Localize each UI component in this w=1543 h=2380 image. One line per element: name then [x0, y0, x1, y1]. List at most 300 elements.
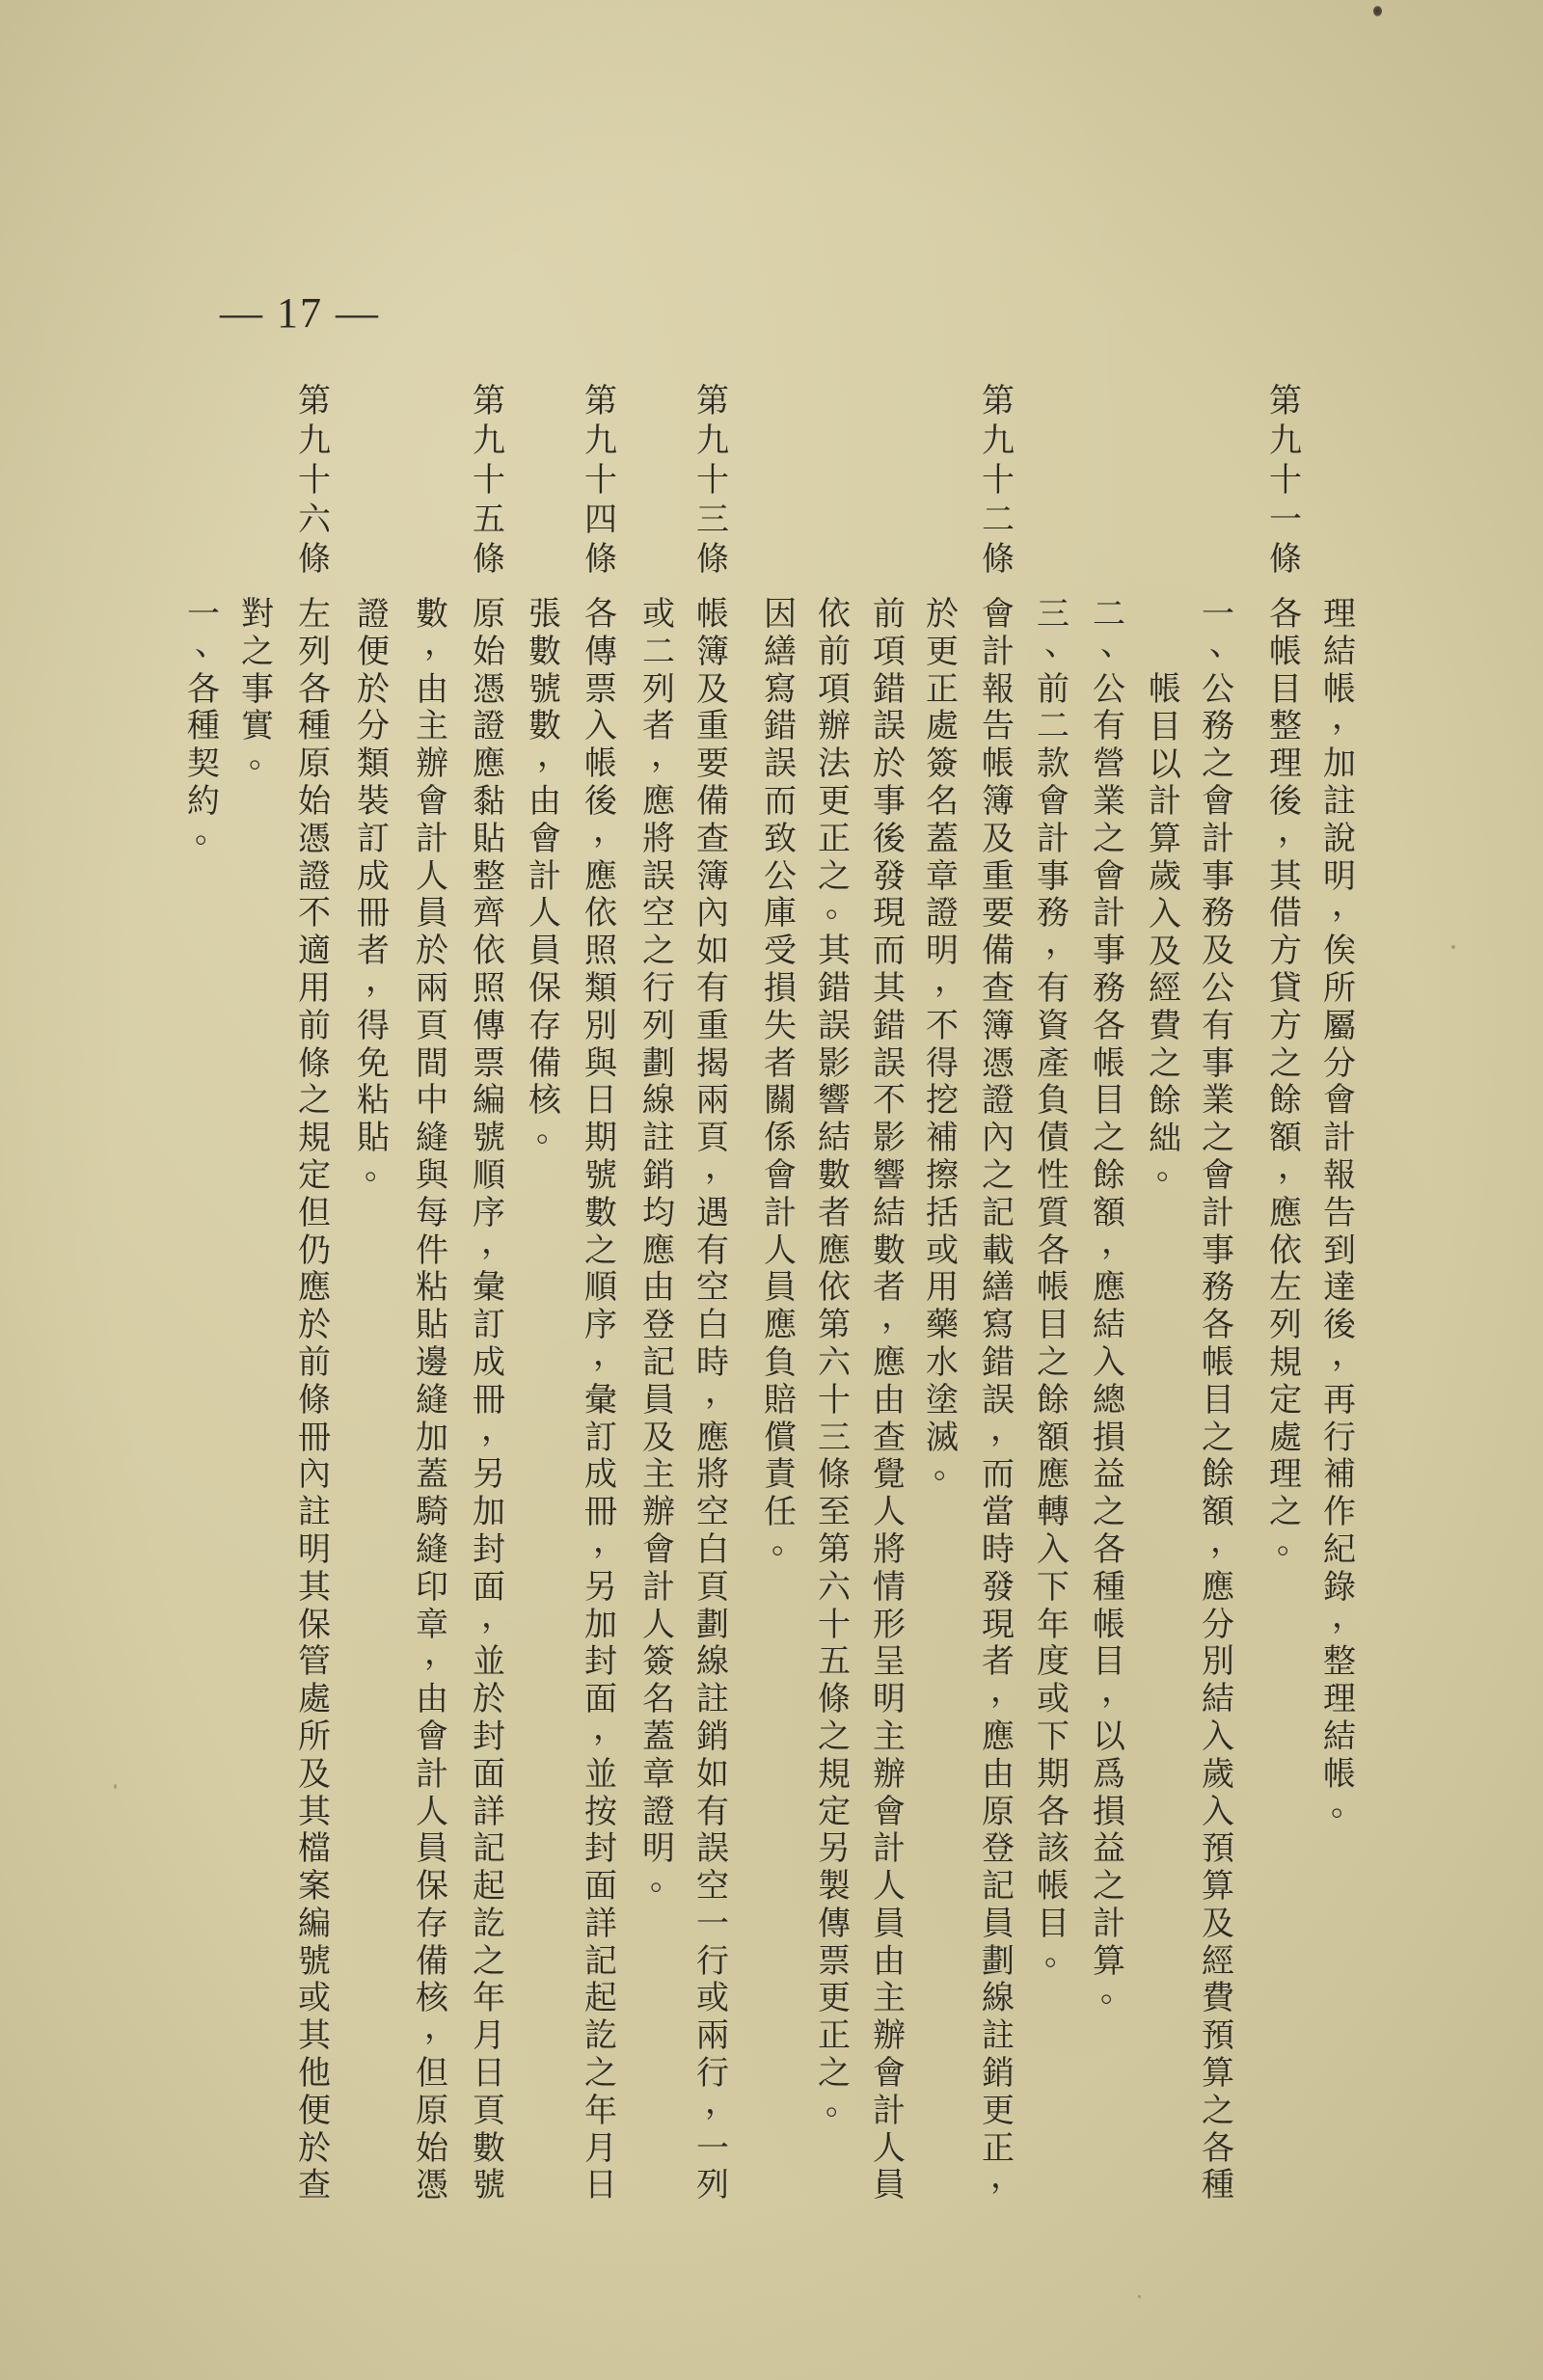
character: 免	[357, 1043, 390, 1083]
character: 彙	[473, 1268, 505, 1308]
character: 號	[298, 1941, 331, 1981]
character: 備	[416, 1941, 448, 1981]
character: 頁	[473, 2091, 505, 2130]
character: 額	[1269, 1119, 1302, 1158]
character: 務	[1037, 894, 1069, 933]
character: 內	[298, 1455, 331, 1495]
character: 票	[473, 1043, 505, 1083]
character: 產	[1037, 1043, 1069, 1083]
character: 號	[584, 1155, 617, 1195]
article-96-line-2	[236, 595, 282, 783]
character: 之	[642, 932, 675, 971]
character: 損	[1093, 1418, 1125, 1457]
character: 另	[473, 1455, 505, 1495]
character: 各	[298, 669, 331, 709]
character: 係	[764, 1119, 797, 1158]
character: ，	[593, 1334, 626, 1373]
character: 縫	[416, 1529, 448, 1569]
character: 原	[298, 744, 331, 784]
character: 月	[584, 2128, 617, 2168]
character: ，	[990, 2157, 1023, 2197]
character: 餘	[1037, 1380, 1069, 1420]
character: 務	[1093, 968, 1125, 1008]
character: ，	[1101, 1671, 1134, 1711]
character: 劃	[696, 1605, 729, 1644]
character: 現	[873, 894, 906, 933]
character: 規	[818, 1754, 851, 1794]
character: 白	[696, 1306, 729, 1345]
character: 兩	[696, 1081, 729, 1121]
character: 揭	[696, 1043, 729, 1083]
article-91-item-1-line-2	[1144, 670, 1189, 1195]
character: 銷	[642, 1155, 675, 1195]
character: 帳	[1037, 1867, 1069, 1907]
character: 製	[818, 1867, 851, 1907]
character: 一	[696, 2128, 729, 2168]
character: 帳	[1323, 669, 1356, 709]
character: 辦	[416, 744, 448, 784]
character: 彙	[584, 1380, 617, 1420]
character: 挖	[926, 1081, 959, 1121]
character: 始	[298, 781, 331, 821]
character: 之	[1269, 1493, 1302, 1532]
character: 整	[473, 856, 505, 896]
character: 主	[873, 1717, 906, 1756]
character: 會	[1037, 781, 1069, 821]
character: 錯	[818, 968, 851, 1008]
character: 。	[826, 2083, 858, 2123]
character: 各	[1202, 2128, 1234, 2168]
character: 由	[873, 1380, 906, 1420]
character: 處	[298, 1680, 331, 1719]
paper-speck	[1451, 945, 1455, 949]
character: ，	[1332, 885, 1365, 925]
character: ，	[934, 960, 967, 999]
character: 錄	[1323, 1567, 1356, 1607]
character: 均	[642, 1193, 675, 1232]
character: 下	[1037, 1717, 1069, 1756]
character: 帳	[1037, 1268, 1069, 1308]
character: 及	[696, 669, 729, 709]
character: 九	[1269, 421, 1302, 460]
character: 目	[1269, 669, 1302, 709]
character: 務	[1202, 1268, 1234, 1308]
character: 辦	[818, 707, 851, 746]
character: 規	[1269, 1342, 1302, 1382]
character: 照	[584, 932, 617, 971]
character: 。	[650, 1859, 683, 1899]
character: ，	[1045, 923, 1078, 962]
character: 註	[298, 1493, 331, 1532]
character: 計	[873, 2091, 906, 2130]
character: 行	[1323, 1418, 1356, 1457]
article-95-heading	[468, 382, 510, 580]
character: 條	[298, 1380, 331, 1420]
character: 件	[416, 1231, 448, 1270]
character: 由	[416, 669, 448, 709]
character: 封	[584, 1642, 617, 1682]
character: 、	[1044, 624, 1077, 663]
character: 記	[982, 1193, 1015, 1232]
character: 性	[1037, 1155, 1069, 1195]
character: 第	[1269, 382, 1302, 420]
character: 一	[696, 1904, 729, 1943]
character: 並	[473, 1642, 505, 1682]
character: 之	[241, 632, 274, 671]
character: 會	[873, 2054, 906, 2094]
character: 餘	[1093, 1155, 1125, 1195]
character: 證	[298, 856, 331, 896]
character: ，	[1332, 1334, 1365, 1373]
character: 員	[982, 1904, 1015, 1943]
character: 規	[298, 1119, 331, 1158]
character: 依	[584, 894, 617, 933]
character: 現	[982, 1605, 1015, 1644]
character: 十	[473, 461, 505, 500]
character: 入	[1093, 1342, 1125, 1382]
article-92-para-2-line-2	[813, 595, 858, 2130]
character: 償	[764, 1418, 797, 1457]
character: 者	[982, 1642, 1015, 1682]
article-91-line-1	[1264, 595, 1311, 1569]
character: 之	[1202, 2091, 1234, 2130]
character: 編	[473, 1081, 505, 1121]
character: 冊	[473, 1380, 505, 1420]
article-95-line-3	[352, 595, 398, 1195]
character: 面	[473, 1754, 505, 1794]
character: 法	[818, 744, 851, 784]
character: 前	[873, 595, 906, 634]
character: 人	[764, 1231, 797, 1270]
character: 左	[298, 595, 331, 634]
character: 應	[764, 1306, 797, 1345]
character: 、	[1100, 624, 1133, 663]
character: 該	[1037, 1829, 1069, 1869]
character: 於	[926, 595, 959, 634]
character: 傳	[473, 1006, 505, 1045]
character: 失	[764, 1006, 797, 1045]
character: 日	[584, 1081, 617, 1121]
character: 另	[818, 1829, 851, 1869]
character: 於	[298, 1306, 331, 1345]
character: 列	[642, 1006, 675, 1045]
character: 憑	[473, 669, 505, 709]
article-92-heading	[977, 382, 1019, 580]
character: 之	[298, 1081, 331, 1121]
character: 登	[642, 1306, 675, 1345]
character: 應	[298, 1268, 331, 1308]
character: 封	[473, 1529, 505, 1569]
character: 將	[642, 819, 675, 858]
character: 人	[873, 2128, 906, 2168]
character: 依	[818, 1268, 851, 1308]
character: 二	[1093, 595, 1125, 634]
character: 各	[187, 669, 220, 709]
character: 十	[696, 461, 729, 500]
character: 備	[982, 932, 1015, 971]
character: 核	[416, 1979, 448, 2018]
character: 。	[365, 1148, 397, 1187]
character: 。	[1277, 1522, 1310, 1561]
character: 十	[584, 461, 617, 500]
character: 號	[528, 669, 561, 709]
character: 繕	[764, 632, 797, 671]
character: 別	[1202, 1642, 1234, 1682]
character: 寫	[982, 1306, 1015, 1345]
character: 遇	[696, 1193, 729, 1232]
character: 簿	[696, 856, 729, 896]
character: 。	[826, 886, 858, 926]
character: 蓋	[416, 1455, 448, 1495]
character: 帳	[584, 744, 617, 784]
character: 公	[1093, 669, 1125, 709]
character: 餘	[1202, 1455, 1234, 1495]
character: 齊	[473, 894, 505, 933]
character: 及	[1202, 932, 1234, 971]
character: 應	[642, 1231, 675, 1270]
character: 度	[1037, 1642, 1069, 1682]
character: 十	[818, 1380, 851, 1420]
character: 名	[642, 1680, 675, 1719]
character: 中	[416, 1081, 448, 1121]
character: 員	[416, 894, 448, 933]
character: 列	[696, 2166, 729, 2205]
character: 各	[1093, 1006, 1125, 1045]
character: 益	[1093, 1829, 1125, 1869]
character: 登	[982, 1829, 1015, 1869]
character: 內	[696, 894, 729, 933]
character: 事	[1037, 856, 1069, 896]
character: 擦	[926, 1155, 959, 1195]
character: 存	[528, 1006, 561, 1045]
character: 但	[416, 2054, 448, 2094]
character: 時	[982, 1529, 1015, 1569]
character: 照	[473, 968, 505, 1008]
character: 會	[982, 595, 1015, 634]
character: 計	[1149, 782, 1181, 822]
character: 號	[473, 1119, 505, 1158]
character: 之	[1149, 1043, 1181, 1083]
character: 人	[642, 1605, 675, 1644]
character: 條	[818, 1455, 851, 1495]
character: 而	[764, 781, 797, 821]
character: 以	[1149, 744, 1181, 784]
character: 錯	[764, 707, 797, 746]
character: 辦	[873, 2016, 906, 2056]
character: 時	[696, 1342, 729, 1382]
character: 主	[873, 1979, 906, 2018]
character: 面	[473, 1567, 505, 1607]
character: 種	[1093, 1567, 1125, 1607]
character: 九	[473, 421, 505, 460]
character: 空	[642, 894, 675, 933]
character: 入	[1202, 1792, 1234, 1831]
character: 人	[873, 1867, 906, 1907]
character: 查	[696, 819, 729, 858]
character: 始	[473, 632, 505, 671]
character: 務	[1202, 707, 1234, 746]
character: 原	[473, 595, 505, 634]
character: 名	[926, 781, 959, 821]
character: 簿	[982, 781, 1015, 821]
character: 備	[696, 781, 729, 821]
character: 重	[696, 1006, 729, 1045]
character: 總	[1093, 1380, 1125, 1420]
character: 貼	[357, 1119, 390, 1158]
character: 當	[982, 1493, 1015, 1532]
character: 核	[528, 1081, 561, 1121]
character: 。	[1331, 1784, 1364, 1824]
character: 主	[642, 1455, 675, 1495]
character: 告	[982, 707, 1015, 746]
character: 冊	[298, 1418, 331, 1457]
character: 票	[584, 669, 617, 709]
character: 補	[926, 1119, 959, 1158]
character: 後	[1323, 1306, 1356, 1345]
character: 簿	[982, 1006, 1015, 1045]
character: 簽	[926, 744, 959, 784]
character: 空	[696, 1867, 729, 1907]
character: 冊	[584, 1493, 617, 1532]
character: 九	[298, 421, 331, 460]
character: 公	[764, 856, 797, 896]
character: 之	[1093, 819, 1125, 858]
character: 載	[982, 1231, 1015, 1270]
character: 之	[584, 2054, 617, 2094]
article-91-item-3	[1032, 595, 1078, 1980]
character: 務	[1202, 894, 1234, 933]
character: 日	[584, 2166, 617, 2205]
character: 者	[642, 707, 675, 746]
character: 正	[818, 819, 851, 858]
character: 寫	[764, 669, 797, 709]
character: 兩	[416, 968, 448, 1008]
character: ，	[651, 736, 684, 775]
character: 加	[584, 1605, 617, 1644]
character: 更	[982, 2091, 1015, 2130]
character: 查	[982, 968, 1015, 1008]
character: 結	[1202, 1680, 1234, 1719]
character: 借	[1269, 894, 1302, 933]
character: 重	[982, 856, 1015, 896]
character: 而	[982, 1455, 1015, 1495]
character: 分	[1323, 1043, 1356, 1083]
character: 費	[1202, 1979, 1234, 2018]
character: ，	[593, 1521, 626, 1560]
character: 有	[1202, 1006, 1234, 1045]
character: 依	[473, 932, 505, 971]
character: 結	[1093, 1306, 1125, 1345]
character: 發	[873, 856, 906, 896]
character: 前	[298, 1342, 331, 1382]
character: 錯	[982, 1342, 1015, 1382]
character: 應	[818, 1231, 851, 1270]
character: 絀	[1149, 1119, 1181, 1158]
character: 有	[1037, 968, 1069, 1008]
character: 線	[982, 1979, 1015, 2018]
character: 加	[1323, 744, 1356, 784]
character: 傳	[584, 632, 617, 671]
character: 與	[416, 1155, 448, 1195]
character: ，	[705, 1371, 738, 1411]
character: 另	[584, 1567, 617, 1607]
character: 空	[696, 1268, 729, 1308]
character: 或	[926, 1231, 959, 1270]
character: 張	[528, 595, 561, 634]
article-96-item-1	[182, 595, 228, 858]
character: 依	[818, 595, 851, 634]
character: 人	[873, 1493, 906, 1532]
character: 計	[764, 1193, 797, 1232]
character: 查	[298, 2166, 331, 2205]
character: 記	[473, 1829, 505, 1869]
character: 騎	[416, 1493, 448, 1532]
character: 、	[1209, 624, 1242, 663]
character: 關	[764, 1081, 797, 1121]
character: 有	[696, 1231, 729, 1270]
character: 帳	[1093, 1605, 1125, 1644]
character: 其	[873, 968, 906, 1008]
character: 有	[1093, 707, 1125, 746]
character: 算	[1093, 1941, 1125, 1981]
character: 一	[1269, 500, 1302, 539]
character: 塗	[926, 1380, 959, 1420]
character: 案	[298, 1867, 331, 1907]
article-95-line-1	[468, 595, 514, 2205]
character: 歲	[1149, 856, 1181, 896]
character: 水	[926, 1342, 959, 1382]
character: 得	[926, 1043, 959, 1083]
character: 憑	[416, 2166, 448, 2205]
character: 傳	[818, 1904, 851, 1943]
character: 結	[818, 1119, 851, 1158]
character: 順	[473, 1155, 505, 1195]
character: 十	[982, 461, 1015, 500]
character: 作	[1323, 1493, 1356, 1532]
character: 資	[1037, 1006, 1069, 1045]
character: 算	[1202, 2054, 1234, 2094]
character: 呈	[873, 1642, 906, 1682]
character: 由	[642, 1268, 675, 1308]
character: 帳	[1202, 1342, 1234, 1382]
character: 目	[1093, 1081, 1125, 1121]
character: 會	[416, 781, 448, 821]
article-95-line-2	[411, 595, 457, 2205]
character: 之	[1269, 1043, 1302, 1083]
character: 所	[1323, 968, 1356, 1008]
carryover-line	[1318, 595, 1365, 1830]
character: 括	[926, 1193, 959, 1232]
character: 會	[642, 1529, 675, 1569]
character: 條	[584, 540, 617, 579]
character: ，	[424, 1634, 457, 1673]
character: 及	[1149, 932, 1181, 971]
character: 繕	[982, 1268, 1015, 1308]
character: 覺	[873, 1455, 906, 1495]
character: 數	[528, 632, 561, 671]
character: 處	[1269, 1418, 1302, 1457]
character: 行	[696, 1941, 729, 1981]
character: 第	[298, 382, 331, 420]
character: 方	[1269, 1006, 1302, 1045]
character: 銷	[982, 2054, 1015, 2094]
character: 屬	[1323, 1006, 1356, 1045]
character: 年	[584, 2091, 617, 2130]
character: 年	[1037, 1605, 1069, 1644]
character: 紀	[1323, 1529, 1356, 1569]
character: 九	[584, 421, 617, 460]
character: 會	[1093, 856, 1125, 896]
